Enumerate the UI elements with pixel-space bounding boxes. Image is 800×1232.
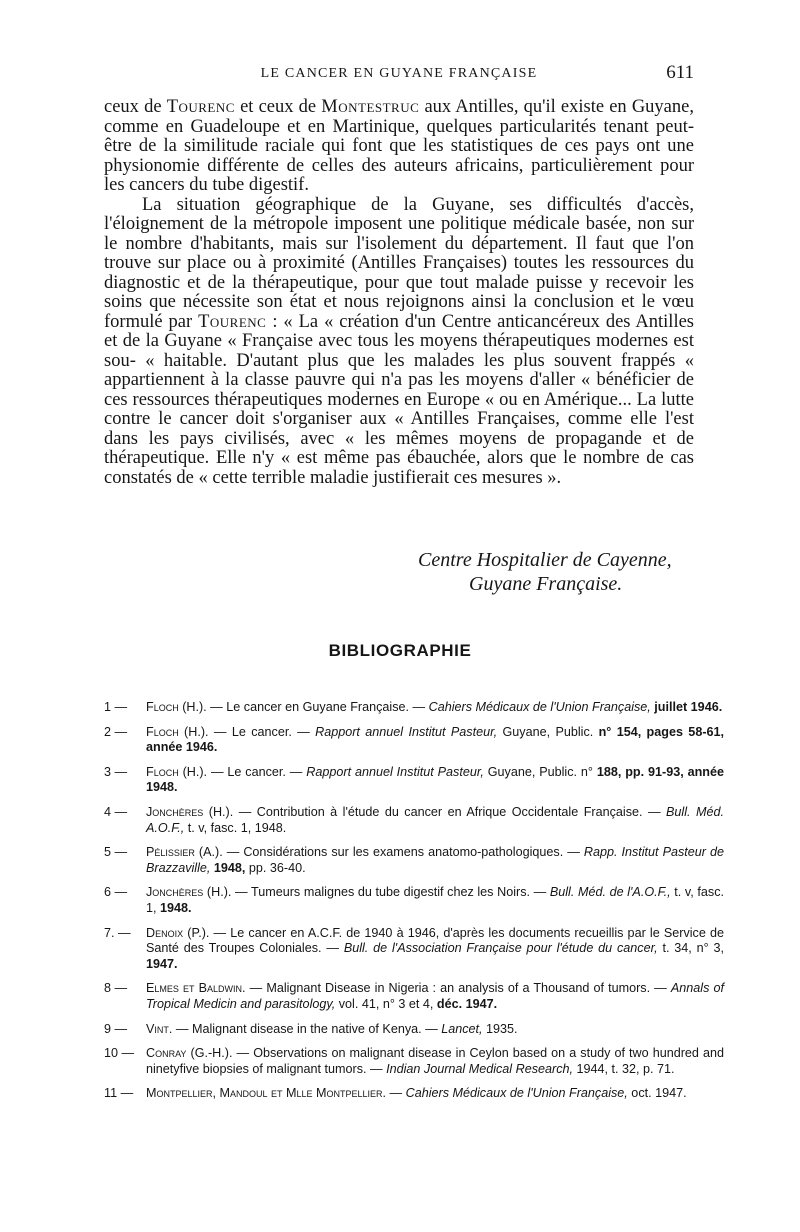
bib-bold-text: 1948, [210,860,246,875]
bib-journal: Lancet, [441,1021,483,1036]
bib-text: pp. 36-40. [245,860,306,875]
bib-text: 1944, t. 32, p. 71. [573,1061,675,1076]
bib-text: — Le cancer en Guyane Française. — [206,700,429,714]
bib-journal: Cahiers Médicaux de l'Union Française, [405,1086,628,1101]
bibliography-entry [104,845,724,876]
author-affiliation [418,548,672,596]
bib-text: — Malignant disease in the native of Kenya. — [172,1021,442,1036]
entry-number: 8 — [104,981,128,996]
author-name: Tourenc [198,311,267,332]
bib-author: Floch (H.). [146,700,207,714]
entry-number: 2 — [104,724,128,739]
bib-author: Vint. [146,1021,173,1036]
bib-bold-text: 1947. [146,956,178,971]
article-body [104,98,694,488]
author-name: Tourenc [166,97,235,117]
text-run: et ceux de [234,97,322,117]
bib-text: — Tumeurs malignes du tube digestif chez les Noirs. — [231,885,550,900]
running-title: LE CANCER EN GUYANE FRANÇAISE [260,66,538,81]
bib-journal: Rapport annuel Institut Pasteur, [315,724,498,739]
bib-text: t. v, fasc. 1, 1948. [184,820,287,835]
entry-number: 4 — [104,804,128,819]
bib-author: Floch (H.). [146,764,208,779]
bibliography-entry [104,765,724,796]
affiliation-line: Centre Hospitalier de Cayenne, [418,549,672,571]
bibliography-heading: BIBLIOGRAPHIE [328,641,472,660]
bib-author: Jonchères (H.). [146,885,232,900]
text-run: : « La « création d'un Centre anticancéreux des Antilles et de la Guyane « Française avec tous les moyens thérapeutiques modernes est sou- « haitable. D'autant plus que les malades les plus souvent frappés « appartiennent à la classe pauvre qui n'a pas les moyens d'aller « bénéficier de ces ressources thérapeutiques modernes en Europe « ou en Amérique... La lutte contre le cancer doit s'organiser aux « Antilles Françaises, comme elle l'est dans les pays civilisés, avec « les mêmes moyens de propagande et de thérapeutique. Elle n'y « est même pas ébauchée, alors que le nombre de cas constatés de « cette terrible maladie justifierait ces mesures ». [104,311,694,488]
bib-text: 1935. [482,1021,518,1036]
bib-text: — [386,1086,406,1101]
author-name: Montestruc [321,97,420,117]
bib-author: Denoix (P.). [146,925,210,940]
bib-text: t. v, fasc. 1, [146,885,725,915]
running-head [104,62,694,86]
bib-text: — Observations on malignant disease in Ceylon based on a study of two hundred and ninetyfive biopsies of malignant tumors. — [146,1046,724,1076]
bib-text: — Le cancer. — [208,724,316,739]
bib-text: vol. 41, n° 3 et 4, [335,996,437,1011]
bib-author: Elmes et Baldwin. [146,981,246,996]
bibliography-entry [104,805,724,836]
bib-journal: Rapport annuel Institut Pasteur, [306,764,484,779]
entry-number: 1 — [104,700,128,714]
entry-number: 9 — [104,1021,128,1036]
bib-text: t. 34, n° 3, [657,941,725,956]
bibliography-entry [104,926,724,973]
bib-bold-text: déc. 1947. [436,996,498,1011]
bib-author: Montpellier, Mandoul et Mlle Montpellier. [146,1086,387,1101]
bib-text: — Le cancer en A.C.F. de 1940 à 1946, d'après les documents recueillis par le Service de Santé des Troupes Coloniales. — [146,925,724,956]
bib-journal: Bull. Méd. de l'A.O.F., [549,885,671,900]
text-run: ceux de [104,97,167,117]
bib-journal: Rapp. Institut Pasteur de Brazzaville, [146,845,724,875]
bib-author: Floch (H.). [146,724,209,739]
bib-text: — Le cancer. — [207,764,307,779]
bibliography-entry [104,1022,724,1038]
bib-text: — Contribution à l'étude du cancer en Afrique Occidentale Française. — [233,804,667,819]
bibliography-list [104,700,724,1111]
bibliography-entry [104,1086,724,1102]
bib-text: Guyane, Public. [497,724,599,739]
bibliography-entry [104,725,724,756]
bib-author: Conray (G.-H.). [146,1046,233,1061]
entry-number: 10 — [104,1046,135,1061]
bibliography-entry [104,885,724,916]
bib-text: oct. 1947. [627,1086,687,1101]
text-run: aux Antilles, qu'il existe en Guyane, comme en Guadeloupe et en Martinique, quelques particularités tenant peut-être de la similitude raciale qui font que les statistiques de ces pays ont une physionomie différente de celles des auteurs africains, particulièrement pour les cancers du tube digestif. [104,97,694,195]
entry-number: 7. — [104,925,131,940]
bibliography-entry [104,700,724,716]
entry-number: 6 — [104,885,128,900]
bib-text: — Considérations sur les examens anatomo-pathologiques. — [222,845,584,860]
bib-text: Guyane, Public. n° [483,764,597,779]
affiliation-line: Guyane Française. [469,573,623,595]
bib-journal: Indian Journal Medical Research, [386,1061,574,1076]
bib-journal: Bull. de l'Association Française pour l'étude du cancer, [343,941,658,956]
bibliography-entry [104,1046,724,1077]
text-run: La situation géographique de la Guyane, ses difficultés d'accès, l'éloignement de la métropole imposent une politique médicale basée, non sur le nombre d'habitants, mais sur l'isolement du département. Il faut que l'on trouve sur place ou à proximité (Antilles Françaises) toutes les ressources du diagnostic et de la thérapeutique, pour que tout malade puisse y recevoir les soins que nécessite son état et nous rejoignons ainsi la conclusion et le vœu formulé par [104,194,694,332]
entry-number: 11 — [104,1086,134,1101]
page-number: 611 [666,62,694,83]
bib-bold-text: 1948. [160,900,192,915]
bibliography-entry [104,981,724,1012]
bib-bold-text: juillet 1946. [650,700,723,714]
entry-number: 5 — [104,845,128,860]
paragraph-2 [104,196,694,489]
bib-journal: Annals of Tropical Medicin and parasitology, [146,981,725,1011]
bib-journal: Cahiers Médicaux de l'Union Française, [428,700,651,714]
bib-journal: Bull. Méd. A.O.F., [146,804,724,835]
bib-bold-text: 188, pp. 91-93, année 1948. [146,764,724,795]
entry-number: 3 — [104,764,128,779]
bib-text: — Malignant Disease in Nigeria : an analysis of a Thousand of tumors. — [245,981,671,996]
bib-bold-text: n° 154, pages 58-61, année 1946. [146,724,725,755]
bib-author: Pélissier (A.). [146,845,223,860]
paragraph-1 [104,98,694,196]
bib-author: Jonchères (H.). [146,804,234,819]
